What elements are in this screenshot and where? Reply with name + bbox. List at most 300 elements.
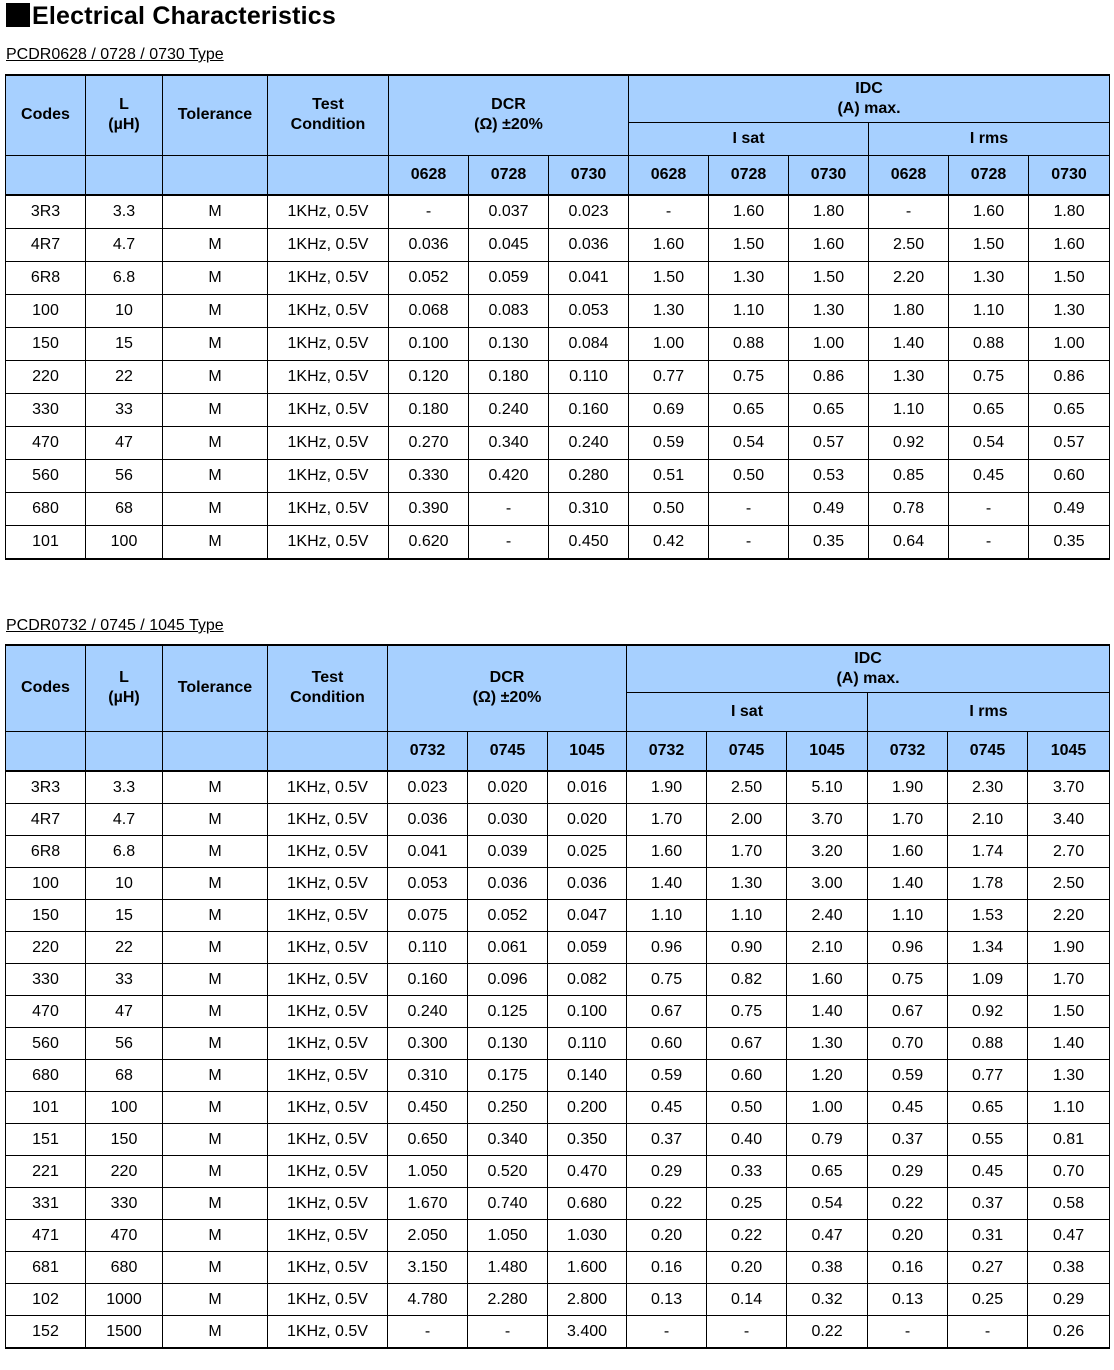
table-cell: 0.51 xyxy=(629,460,709,493)
table-cell: 1.70 xyxy=(868,804,948,836)
table-cell: M xyxy=(163,328,268,361)
page-title-text: Electrical Characteristics xyxy=(32,2,336,30)
table-cell: 47 xyxy=(86,427,163,460)
table-cell: 0.041 xyxy=(388,836,468,868)
table-cell: 0.075 xyxy=(388,900,468,932)
table-cell: 0.420 xyxy=(469,460,549,493)
table-cell: 330 xyxy=(6,964,86,996)
table-cell: 1.80 xyxy=(1029,195,1110,229)
table-cell: 0.096 xyxy=(468,964,548,996)
table-cell: 0.78 xyxy=(869,493,949,526)
table-cell: 0.036 xyxy=(548,868,627,900)
table-cell: 470 xyxy=(86,1220,163,1252)
table-cell: - xyxy=(469,493,549,526)
header-type: 0730 xyxy=(789,155,869,195)
table-cell: 0.100 xyxy=(548,996,627,1028)
table-cell: 1.30 xyxy=(709,262,789,295)
table-row xyxy=(6,493,1110,526)
table-cell: 1.50 xyxy=(629,262,709,295)
table-cell: 680 xyxy=(6,1060,86,1092)
table-row xyxy=(6,295,1110,328)
table-cell: 0.67 xyxy=(627,996,707,1028)
header-type: 0628 xyxy=(389,155,469,195)
header-test-condition: Test Condition xyxy=(268,645,388,731)
table1-body xyxy=(6,195,1110,559)
table-cell: 331 xyxy=(6,1188,86,1220)
table-cell: 3.40 xyxy=(1028,804,1110,836)
table-cell: 1.50 xyxy=(1029,262,1110,295)
table-cell: 101 xyxy=(6,1092,86,1124)
table-cell: 0.140 xyxy=(548,1060,627,1092)
table-cell: 1.60 xyxy=(789,229,869,262)
table-cell: 1.00 xyxy=(1029,328,1110,361)
table-cell: 1.030 xyxy=(548,1220,627,1252)
table-cell: 2.50 xyxy=(1028,868,1110,900)
table-cell: 0.110 xyxy=(549,361,629,394)
table-cell: 560 xyxy=(6,1028,86,1060)
table-cell: 0.59 xyxy=(627,1060,707,1092)
table-cell: 0.53 xyxy=(789,460,869,493)
table-cell: 3.400 xyxy=(548,1316,627,1349)
table-cell: 0.16 xyxy=(868,1252,948,1284)
table-cell: 1KHz, 0.5V xyxy=(268,427,389,460)
table-cell: M xyxy=(163,229,268,262)
table-cell: 0.270 xyxy=(389,427,469,460)
table-cell: 1000 xyxy=(86,1284,163,1316)
table-cell: 1.10 xyxy=(868,900,948,932)
table-cell: 0.22 xyxy=(627,1188,707,1220)
table-cell: 0.020 xyxy=(468,771,548,804)
table-cell: M xyxy=(163,493,268,526)
table-cell: 3.70 xyxy=(787,804,868,836)
table-cell: 1KHz, 0.5V xyxy=(268,1092,388,1124)
table-cell: - xyxy=(948,1316,1028,1349)
table-cell: 3.150 xyxy=(388,1252,468,1284)
table-cell: 4.7 xyxy=(86,229,163,262)
table-cell: 0.110 xyxy=(388,932,468,964)
table-cell: 10 xyxy=(86,868,163,900)
table-cell: M xyxy=(163,1316,268,1349)
table-cell: 3.70 xyxy=(1028,771,1110,804)
table-cell: 0.88 xyxy=(709,328,789,361)
header-type: 1045 xyxy=(1028,731,1110,771)
table-cell: 0.20 xyxy=(707,1252,787,1284)
table-cell: 2.20 xyxy=(869,262,949,295)
table-cell: 2.20 xyxy=(1028,900,1110,932)
table-cell: 0.037 xyxy=(469,195,549,229)
table-cell: 0.45 xyxy=(949,460,1029,493)
table-cell: 2.10 xyxy=(787,932,868,964)
table-row xyxy=(6,361,1110,394)
table-row xyxy=(6,1124,1110,1156)
table-cell: 0.82 xyxy=(707,964,787,996)
table-cell: M xyxy=(163,932,268,964)
table-cell: M xyxy=(163,394,268,427)
table-cell: 0.310 xyxy=(549,493,629,526)
header-tolerance: Tolerance xyxy=(163,645,268,731)
table-cell: M xyxy=(163,427,268,460)
table-cell: M xyxy=(163,964,268,996)
table-cell: 1.90 xyxy=(627,771,707,804)
table-row xyxy=(6,1092,1110,1124)
table-cell: 1.40 xyxy=(787,996,868,1028)
header-blank xyxy=(86,155,163,195)
header-type: 1045 xyxy=(548,731,627,771)
table-cell: M xyxy=(163,1092,268,1124)
table-cell: 56 xyxy=(86,1028,163,1060)
header-test-condition: Test Condition xyxy=(268,75,389,155)
table-cell: 680 xyxy=(6,493,86,526)
table-cell: 102 xyxy=(6,1284,86,1316)
table-cell: 33 xyxy=(86,394,163,427)
table-cell: 4R7 xyxy=(6,229,86,262)
table-cell: 0.70 xyxy=(1028,1156,1110,1188)
header-isat: I sat xyxy=(629,122,869,155)
table-row xyxy=(6,1060,1110,1092)
table-cell: M xyxy=(163,262,268,295)
table-cell: 0.47 xyxy=(787,1220,868,1252)
header-blank xyxy=(6,731,86,771)
table-cell: 1.10 xyxy=(709,295,789,328)
header-blank xyxy=(268,731,388,771)
table-row xyxy=(6,836,1110,868)
table-cell: 101 xyxy=(6,526,86,560)
table-cell: 100 xyxy=(86,1092,163,1124)
table-cell: 3.20 xyxy=(787,836,868,868)
table-cell: M xyxy=(163,836,268,868)
table-cell: 4R7 xyxy=(6,804,86,836)
table-cell: 150 xyxy=(6,900,86,932)
table-cell: 1KHz, 0.5V xyxy=(268,996,388,1028)
table-cell: M xyxy=(163,195,268,229)
table-cell: 0.240 xyxy=(388,996,468,1028)
table-cell: 1.00 xyxy=(787,1092,868,1124)
table-cell: 0.29 xyxy=(1028,1284,1110,1316)
table-cell: 0.75 xyxy=(709,361,789,394)
table-cell: 1.60 xyxy=(629,229,709,262)
table-cell: 0.49 xyxy=(1029,493,1110,526)
table-cell: 0.059 xyxy=(548,932,627,964)
header-type: 0730 xyxy=(1029,155,1110,195)
header-type: 0728 xyxy=(949,155,1029,195)
table-cell: 1.09 xyxy=(948,964,1028,996)
table-cell: 0.65 xyxy=(1029,394,1110,427)
table-cell: 0.85 xyxy=(869,460,949,493)
table-cell: 1.10 xyxy=(627,900,707,932)
table-cell: M xyxy=(163,1284,268,1316)
table-cell: 0.052 xyxy=(389,262,469,295)
header-dcr: DCR (Ω) ±20% xyxy=(388,645,627,731)
table-cell: 1.80 xyxy=(789,195,869,229)
table-cell: 0.57 xyxy=(789,427,869,460)
header-type: 0728 xyxy=(709,155,789,195)
table-cell: 6R8 xyxy=(6,836,86,868)
table-cell: 1KHz, 0.5V xyxy=(268,932,388,964)
table-cell: 0.240 xyxy=(549,427,629,460)
table-cell: M xyxy=(163,1220,268,1252)
table-cell: 6.8 xyxy=(86,836,163,868)
header-type: 0732 xyxy=(868,731,948,771)
table-cell: 0.90 xyxy=(707,932,787,964)
table-cell: 0.053 xyxy=(549,295,629,328)
table-cell: 0.33 xyxy=(707,1156,787,1188)
table-cell: 0.29 xyxy=(627,1156,707,1188)
table-cell: 1KHz, 0.5V xyxy=(268,229,389,262)
table-cell: 0.65 xyxy=(789,394,869,427)
table-cell: 3.00 xyxy=(787,868,868,900)
table-cell: 0.620 xyxy=(389,526,469,560)
table-cell: 0.130 xyxy=(469,328,549,361)
table-cell: 0.120 xyxy=(389,361,469,394)
table-cell: 0.65 xyxy=(709,394,789,427)
table-cell: 221 xyxy=(6,1156,86,1188)
table-cell: 1.50 xyxy=(789,262,869,295)
table-cell: 1KHz, 0.5V xyxy=(268,771,388,804)
table-cell: 3R3 xyxy=(6,195,86,229)
spec-table-2 xyxy=(5,644,1110,1349)
table-cell: 0.60 xyxy=(707,1060,787,1092)
table-cell: - xyxy=(949,493,1029,526)
table-row xyxy=(6,932,1110,964)
table-cell: 3.3 xyxy=(86,195,163,229)
table-cell: 0.65 xyxy=(948,1092,1028,1124)
table-cell: 0.740 xyxy=(468,1188,548,1220)
table-cell: M xyxy=(163,868,268,900)
table-cell: 0.25 xyxy=(707,1188,787,1220)
table-cell: 0.520 xyxy=(468,1156,548,1188)
table-cell: 0.50 xyxy=(629,493,709,526)
table-cell: - xyxy=(869,195,949,229)
table-cell: 1.70 xyxy=(627,804,707,836)
table-cell: 1KHz, 0.5V xyxy=(268,394,389,427)
table-cell: 0.25 xyxy=(948,1284,1028,1316)
table-cell: 0.061 xyxy=(468,932,548,964)
table-cell: 0.88 xyxy=(948,1028,1028,1060)
header-idc: IDC (A) max. xyxy=(629,75,1110,122)
table-cell: 2.40 xyxy=(787,900,868,932)
table-cell: 330 xyxy=(86,1188,163,1220)
table-cell: 1.78 xyxy=(948,868,1028,900)
table-cell: 2.280 xyxy=(468,1284,548,1316)
table-cell: 1.60 xyxy=(787,964,868,996)
table-cell: 0.025 xyxy=(548,836,627,868)
table-cell: 0.37 xyxy=(948,1188,1028,1220)
header-type: 0730 xyxy=(549,155,629,195)
table-cell: 0.16 xyxy=(627,1252,707,1284)
table-cell: 0.35 xyxy=(1029,526,1110,560)
table-cell: 1.480 xyxy=(468,1252,548,1284)
table-cell: 0.65 xyxy=(787,1156,868,1188)
table-cell: 0.175 xyxy=(468,1060,548,1092)
table-cell: 0.27 xyxy=(948,1252,1028,1284)
table-cell: 0.54 xyxy=(709,427,789,460)
table-cell: 1KHz, 0.5V xyxy=(268,836,388,868)
table-cell: - xyxy=(627,1316,707,1349)
table-cell: - xyxy=(469,526,549,560)
table-cell: M xyxy=(163,996,268,1028)
header-type: 0628 xyxy=(629,155,709,195)
table-cell: 0.20 xyxy=(868,1220,948,1252)
table-cell: 100 xyxy=(6,295,86,328)
table-cell: 0.69 xyxy=(629,394,709,427)
table-cell: 0.29 xyxy=(868,1156,948,1188)
table-cell: 1.30 xyxy=(629,295,709,328)
table-cell: M xyxy=(163,1060,268,1092)
table-cell: 0.020 xyxy=(548,804,627,836)
table-cell: 0.450 xyxy=(388,1092,468,1124)
table-cell: M xyxy=(163,1124,268,1156)
table-cell: 0.016 xyxy=(548,771,627,804)
table-row xyxy=(6,1028,1110,1060)
table-cell: 1KHz, 0.5V xyxy=(268,1284,388,1316)
header-blank xyxy=(268,155,389,195)
header-type: 0732 xyxy=(388,731,468,771)
table-row xyxy=(6,427,1110,460)
table-cell: 0.068 xyxy=(389,295,469,328)
table-cell: 220 xyxy=(6,932,86,964)
table-cell: 0.110 xyxy=(548,1028,627,1060)
table-cell: 0.470 xyxy=(548,1156,627,1188)
table-cell: 0.22 xyxy=(707,1220,787,1252)
table-cell: 0.083 xyxy=(469,295,549,328)
header-type: 0728 xyxy=(469,155,549,195)
table-cell: 100 xyxy=(6,868,86,900)
table-cell: 1KHz, 0.5V xyxy=(268,295,389,328)
table-cell: 0.81 xyxy=(1028,1124,1110,1156)
table-cell: 0.40 xyxy=(707,1124,787,1156)
table-cell: 1KHz, 0.5V xyxy=(268,1316,388,1349)
table-cell: 0.340 xyxy=(469,427,549,460)
table-cell: 0.041 xyxy=(549,262,629,295)
table-cell: 0.130 xyxy=(468,1028,548,1060)
header-irms: I rms xyxy=(868,692,1110,731)
table-cell: M xyxy=(163,771,268,804)
table-row xyxy=(6,394,1110,427)
table-cell: M xyxy=(163,1188,268,1220)
header-codes: Codes xyxy=(6,75,86,155)
table-cell: 0.77 xyxy=(948,1060,1028,1092)
header-type: 0745 xyxy=(468,731,548,771)
table-row xyxy=(6,1252,1110,1284)
black-square-icon xyxy=(6,3,30,27)
table-cell: 2.30 xyxy=(948,771,1028,804)
table-cell: 1.74 xyxy=(948,836,1028,868)
header-l: L (µH) xyxy=(86,75,163,155)
table-cell: 1.00 xyxy=(629,328,709,361)
table-cell: 0.20 xyxy=(627,1220,707,1252)
table-cell: 1.30 xyxy=(949,262,1029,295)
table-cell: 2.50 xyxy=(707,771,787,804)
table-cell: 22 xyxy=(86,932,163,964)
table-cell: 470 xyxy=(6,996,86,1028)
table-cell: 1.050 xyxy=(388,1156,468,1188)
table-cell: 2.50 xyxy=(869,229,949,262)
table-cell: 1KHz, 0.5V xyxy=(268,526,389,560)
table-cell: 0.67 xyxy=(868,996,948,1028)
table-cell: 68 xyxy=(86,493,163,526)
table-cell: 0.250 xyxy=(468,1092,548,1124)
table-cell: 0.88 xyxy=(949,328,1029,361)
table-cell: 5.10 xyxy=(787,771,868,804)
table-cell: 22 xyxy=(86,361,163,394)
table-row xyxy=(6,1188,1110,1220)
header-tolerance: Tolerance xyxy=(163,75,268,155)
table-cell: 0.42 xyxy=(629,526,709,560)
table-cell: 1KHz, 0.5V xyxy=(268,361,389,394)
table-row xyxy=(6,328,1110,361)
header-blank xyxy=(86,731,163,771)
table-cell: 1.70 xyxy=(707,836,787,868)
table-cell: 0.084 xyxy=(549,328,629,361)
table-cell: 1.50 xyxy=(949,229,1029,262)
table-cell: 1KHz, 0.5V xyxy=(268,1188,388,1220)
header-dcr: DCR (Ω) ±20% xyxy=(389,75,629,155)
table-cell: 1.53 xyxy=(948,900,1028,932)
table-cell: 0.300 xyxy=(388,1028,468,1060)
table-cell: 0.70 xyxy=(868,1028,948,1060)
table-cell: 1500 xyxy=(86,1316,163,1349)
table-cell: 1.90 xyxy=(1028,932,1110,964)
header-blank xyxy=(163,731,268,771)
table-cell: 1.30 xyxy=(1028,1060,1110,1092)
table-cell: 0.58 xyxy=(1028,1188,1110,1220)
table-cell: 6.8 xyxy=(86,262,163,295)
table-cell: 1KHz, 0.5V xyxy=(268,460,389,493)
table-cell: M xyxy=(163,900,268,932)
table-cell: 471 xyxy=(6,1220,86,1252)
table-cell: 0.100 xyxy=(389,328,469,361)
table-cell: 1.60 xyxy=(627,836,707,868)
table-cell: 0.047 xyxy=(548,900,627,932)
table-cell: - xyxy=(949,526,1029,560)
table-cell: 0.052 xyxy=(468,900,548,932)
table-cell: 1KHz, 0.5V xyxy=(268,262,389,295)
table-cell: 2.00 xyxy=(707,804,787,836)
header-irms: I rms xyxy=(869,122,1110,155)
table-cell: 0.125 xyxy=(468,996,548,1028)
table-row xyxy=(6,868,1110,900)
table-cell: 681 xyxy=(6,1252,86,1284)
table-cell: 680 xyxy=(86,1252,163,1284)
table-cell: M xyxy=(163,526,268,560)
table-cell: 2.10 xyxy=(948,804,1028,836)
table-cell: 0.37 xyxy=(868,1124,948,1156)
table-cell: 1KHz, 0.5V xyxy=(268,900,388,932)
table-cell: 1KHz, 0.5V xyxy=(268,1252,388,1284)
header-blank xyxy=(6,155,86,195)
table-row xyxy=(6,526,1110,560)
table-cell: 0.75 xyxy=(707,996,787,1028)
table-cell: 100 xyxy=(86,526,163,560)
table-cell: 1.30 xyxy=(1029,295,1110,328)
table-cell: - xyxy=(868,1316,948,1349)
spec-table-1 xyxy=(5,74,1110,560)
table-cell: 0.280 xyxy=(549,460,629,493)
table-cell: 10 xyxy=(86,295,163,328)
table-cell: 0.240 xyxy=(469,394,549,427)
table-cell: 0.59 xyxy=(868,1060,948,1092)
table-cell: 1.60 xyxy=(1029,229,1110,262)
table-cell: 1KHz, 0.5V xyxy=(268,1060,388,1092)
table-cell: 0.13 xyxy=(627,1284,707,1316)
table-cell: 1.050 xyxy=(468,1220,548,1252)
table-cell: 0.96 xyxy=(868,932,948,964)
table-cell: 1.30 xyxy=(787,1028,868,1060)
table-cell: 15 xyxy=(86,900,163,932)
header-blank xyxy=(163,155,268,195)
table-cell: 1.40 xyxy=(627,868,707,900)
table-cell: 33 xyxy=(86,964,163,996)
